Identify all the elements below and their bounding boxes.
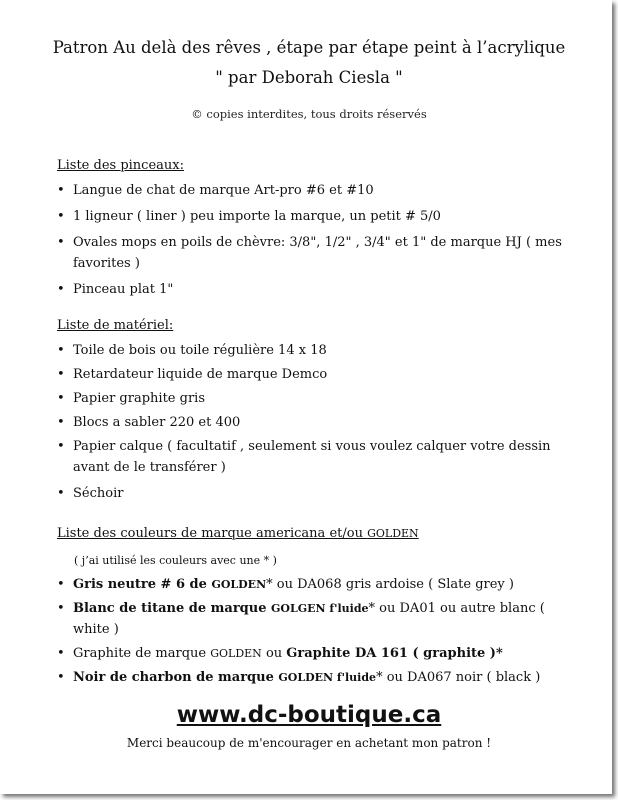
- bullet-icon: •: [57, 235, 65, 250]
- list-item: • Graphite de marque GOLDEN ou Graphite DA 161 ( graphite )*: [57, 643, 567, 664]
- bullet-icon: •: [57, 486, 65, 501]
- copyright-notice: © copies interdites, tous droits réservés: [191, 107, 427, 121]
- list-item: • 1 ligneur ( liner ) peu importe la marque, un petit # 5/0: [57, 206, 567, 227]
- list-item: • Ovales mops en poils de chèvre: 3/8", 1/2" , 3/4" et 1" de marque HJ ( mes favorites ): [57, 232, 567, 274]
- materials-list: [57, 340, 567, 504]
- website-link[interactable]: www.dc-boutique.ca: [176, 702, 442, 728]
- list-item: • Papier graphite gris: [57, 388, 567, 409]
- list-item: • Langue de chat de marque Art-pro #6 et #10: [57, 180, 567, 201]
- bullet-icon: •: [57, 343, 65, 358]
- colors-heading: Liste des couleurs de marque americana et/ou GOLDEN: [57, 526, 419, 541]
- list-item: • Papier calque ( facultatif , seulement si vous voulez calquer votre dessin avant de le transférer ): [57, 436, 567, 478]
- bullet-icon: •: [57, 601, 65, 616]
- bullet-icon: •: [57, 183, 65, 198]
- bullet-icon: •: [57, 282, 65, 297]
- list-item: • Blocs a sabler 220 et 400: [57, 412, 567, 433]
- list-item: • Toile de bois ou toile régulière 14 x 18: [57, 340, 567, 361]
- list-item: • Retardateur liquide de marque Demco: [57, 364, 567, 385]
- colors-list: [57, 574, 567, 688]
- document-title-line-2: " par Deborah Ciesla ": [215, 68, 403, 87]
- list-item: • Pinceau plat 1": [57, 279, 567, 300]
- bullet-icon: •: [57, 577, 65, 592]
- bullet-icon: •: [57, 646, 65, 661]
- list-item: • Noir de charbon de marque GOLDEN f'luide* ou DA067 noir ( black ): [57, 667, 567, 688]
- list-item: • Séchoir: [57, 483, 567, 504]
- colors-note: ( j’ai utilisé les couleurs avec une * ): [74, 554, 277, 567]
- brushes-list: [57, 180, 567, 300]
- bullet-icon: •: [57, 367, 65, 382]
- brushes-heading: Liste des pinceaux:: [57, 158, 184, 173]
- bullet-icon: •: [57, 670, 65, 685]
- bullet-icon: •: [57, 415, 65, 430]
- list-item: • Gris neutre # 6 de GOLDEN* ou DA068 gris ardoise ( Slate grey ): [57, 574, 567, 595]
- bullet-icon: •: [57, 391, 65, 406]
- list-item: • Blanc de titane de marque GOLGEN f'luide* ou DA01 ou autre blanc ( white ): [57, 598, 567, 640]
- bullet-icon: •: [57, 209, 65, 224]
- document-title-line-1: Patron Au delà des rêves , étape par étape peint à l’acrylique: [52, 38, 566, 57]
- bullet-icon: •: [57, 439, 65, 454]
- materials-heading: Liste de matériel:: [57, 318, 174, 333]
- thank-you-message: Merci beaucoup de m'encourager en achetant mon patron !: [126, 736, 492, 750]
